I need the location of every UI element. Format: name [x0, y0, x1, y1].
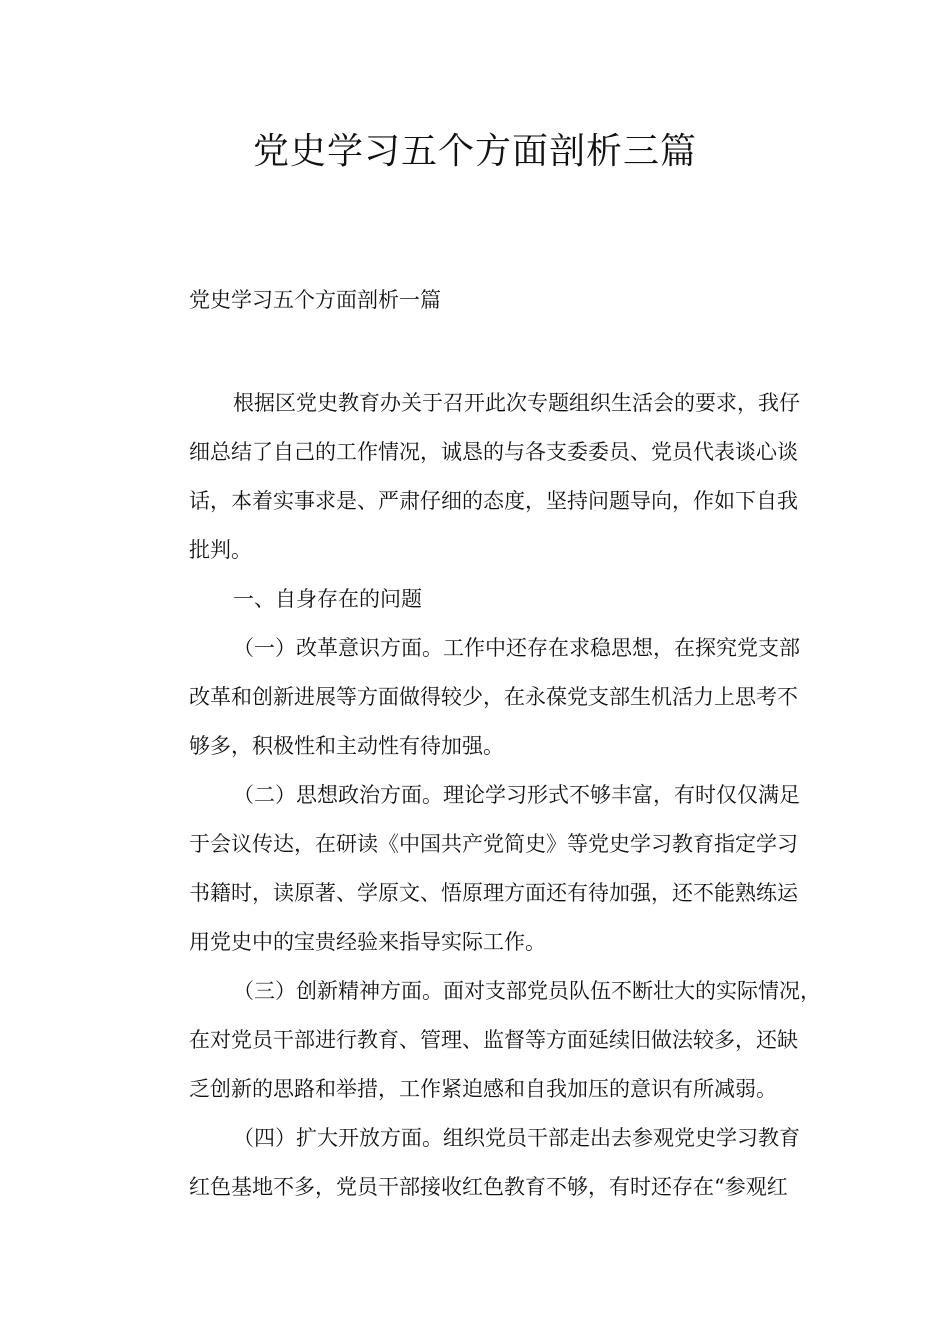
- text-line: （四）扩大开放方面。组织党员干部走出去参观党史学习教育: [233, 1126, 800, 1150]
- text-line: 乏创新的思路和举措，工作紧迫感和自我加压的意识有所减弱。: [189, 1077, 777, 1101]
- text-line: （二）思想政治方面。理论学习形式不够丰富，有时仅仅满足: [233, 783, 800, 807]
- section-heading-problems: [145, 575, 815, 624]
- text-line: 在对党员干部进行教育、管理、监督等方面延续旧做法较多，还缺: [189, 1028, 798, 1052]
- text-line: 够多，积极性和主动性有待加强。: [189, 734, 504, 758]
- paragraph-politics: [145, 771, 815, 967]
- text-line: 话，本着实事求是、严肃仔细的态度，坚持问题导向，作如下自我: [189, 489, 798, 513]
- paragraph-opening: [145, 1114, 815, 1212]
- text-line: 书籍时，读原著、学原文、悟原理方面还有待加强，还不能熟练运: [189, 881, 798, 905]
- document-title: 党史学习五个方面剖析三篇: [252, 131, 697, 172]
- text-line: 红色基地不多，党员干部接收红色教育不够，有时还存在“参观红: [189, 1175, 788, 1199]
- text-line: （三）创新精神方面。面对支部党员队伍不断壮大的实际情况，: [233, 979, 821, 1003]
- text-line: 批判。: [189, 538, 252, 562]
- text-line: 细总结了自己的工作情况，诚恳的与各支委委员、党员代表谈心谈: [189, 440, 798, 464]
- text-line: （一）改革意识方面。工作中还存在求稳思想，在探究党支部: [233, 636, 800, 660]
- text-line: 于会议传达，在研读《中国共产党简史》等党史学习教育指定学习: [189, 832, 798, 856]
- text-line: 用党史中的宝贵经验来指导实际工作。: [189, 930, 546, 954]
- paragraph-intro: [145, 379, 815, 575]
- document-body: [145, 379, 821, 1212]
- paragraph-innovation: [145, 967, 821, 1114]
- section-subheading: 党史学习五个方面剖析一篇: [189, 288, 441, 312]
- text-line: 改革和创新进展等方面做得较少，在永葆党支部生机活力上思考不: [189, 685, 798, 709]
- text-line: 根据区党史教育办关于召开此次专题组织生活会的要求，我仔: [233, 391, 800, 415]
- text-line: 一、自身存在的问题: [233, 587, 422, 611]
- paragraph-reform: [145, 624, 815, 771]
